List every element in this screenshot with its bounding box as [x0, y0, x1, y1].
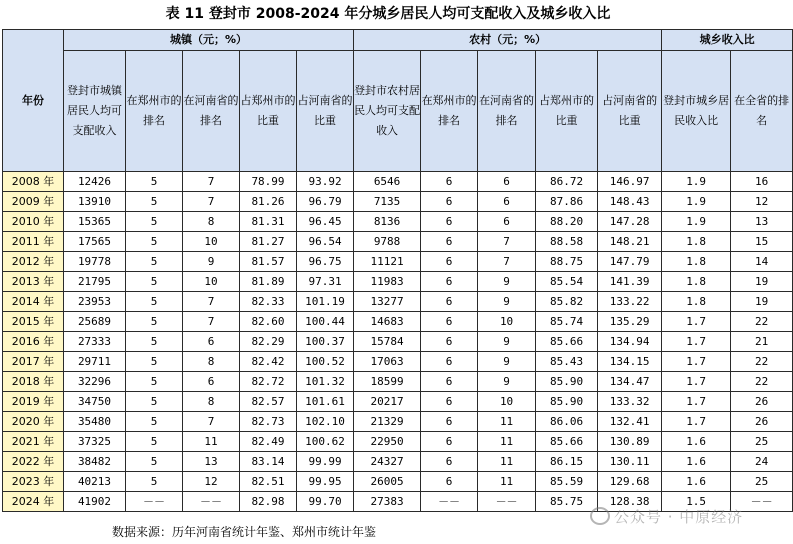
table-cell: 134.15 — [598, 352, 662, 372]
table-row — [3, 172, 793, 192]
table-cell: 5 — [126, 412, 183, 432]
table-cell: 11 — [478, 432, 536, 452]
table-row — [3, 192, 793, 212]
table-cell: 13910 — [64, 192, 126, 212]
table-cell: 22 — [731, 312, 793, 332]
table-cell: 96.45 — [297, 212, 354, 232]
table-cell: 100.62 — [297, 432, 354, 452]
table-cell: －－ — [731, 492, 793, 512]
table-cell: 130.89 — [598, 432, 662, 452]
table-cell: 10 — [183, 232, 240, 252]
table-cell: 21795 — [64, 272, 126, 292]
table-cell: 7 — [478, 252, 536, 272]
table-cell: 100.52 — [297, 352, 354, 372]
column-header: 在全省的排名 — [731, 51, 793, 172]
table-cell: 29711 — [64, 352, 126, 372]
table-cell: 99.95 — [297, 472, 354, 492]
table-cell: 7 — [183, 292, 240, 312]
table-cell: 6 — [183, 372, 240, 392]
table-cell: 85.90 — [536, 392, 598, 412]
table-cell: 26 — [731, 412, 793, 432]
table-cell: 27383 — [354, 492, 421, 512]
table-cell: 6 — [421, 312, 478, 332]
table-cell: 25 — [731, 472, 793, 492]
table-cell: 12426 — [64, 172, 126, 192]
table-cell: 13 — [731, 212, 793, 232]
table-row — [3, 232, 793, 252]
table-cell: 85.75 — [536, 492, 598, 512]
table-cell: 12 — [183, 472, 240, 492]
table-cell: 85.74 — [536, 312, 598, 332]
table-cell: 147.79 — [598, 252, 662, 272]
table-cell: 6 — [421, 292, 478, 312]
table-cell: 20217 — [354, 392, 421, 412]
ratio-group-header: 城乡收入比 — [662, 30, 793, 51]
table-cell: 78.99 — [240, 172, 297, 192]
table-cell: 6 — [421, 472, 478, 492]
table-cell: 9788 — [354, 232, 421, 252]
table-cell: 6 — [183, 332, 240, 352]
table-cell: 8136 — [354, 212, 421, 232]
column-header: 在郑州市的排名 — [126, 51, 183, 172]
table-cell: 85.66 — [536, 432, 598, 452]
column-header: 占郑州市的比重 — [240, 51, 297, 172]
table-cell: 147.28 — [598, 212, 662, 232]
table-cell: 11 — [478, 452, 536, 472]
table-cell: 7 — [183, 172, 240, 192]
table-cell: 21 — [731, 332, 793, 352]
table-cell: 6 — [421, 172, 478, 192]
header-column-row — [3, 51, 793, 172]
rural-group-header: 农村（元；%） — [354, 30, 662, 51]
table-cell: 82.57 — [240, 392, 297, 412]
year-cell: 2018 年 — [3, 372, 64, 392]
table-cell: 82.33 — [240, 292, 297, 312]
table-cell: 85.66 — [536, 332, 598, 352]
table-cell: 21329 — [354, 412, 421, 432]
table-cell: 41902 — [64, 492, 126, 512]
year-cell: 2016 年 — [3, 332, 64, 352]
table-cell: 88.75 — [536, 252, 598, 272]
wechat-logo-icon — [590, 507, 610, 525]
table-cell: 96.79 — [297, 192, 354, 212]
table-cell: 16 — [731, 172, 793, 192]
table-cell: 101.61 — [297, 392, 354, 412]
table-cell: 26 — [731, 392, 793, 412]
table-cell: 133.22 — [598, 292, 662, 312]
table-cell: 83.14 — [240, 452, 297, 472]
table-cell: 1.8 — [662, 272, 731, 292]
table-cell: 82.73 — [240, 412, 297, 432]
table-cell: 85.59 — [536, 472, 598, 492]
table-cell: 8 — [183, 352, 240, 372]
table-cell: 12 — [731, 192, 793, 212]
table-cell: 23953 — [64, 292, 126, 312]
year-cell: 2014 年 — [3, 292, 64, 312]
table-cell: 1.9 — [662, 172, 731, 192]
table-cell: 8 — [183, 212, 240, 232]
table-cell: 37325 — [64, 432, 126, 452]
table-cell: －－ — [183, 492, 240, 512]
table-cell: 10 — [478, 392, 536, 412]
table-cell: 6 — [421, 332, 478, 352]
table-cell: 82.49 — [240, 432, 297, 452]
table-cell: 5 — [126, 232, 183, 252]
table-row — [3, 312, 793, 332]
table-cell: 1.7 — [662, 332, 731, 352]
table-cell: 6 — [421, 452, 478, 472]
table-cell: 148.43 — [598, 192, 662, 212]
table-cell: 15365 — [64, 212, 126, 232]
watermark-text: 公众号 · 中原经济 — [614, 508, 744, 526]
table-cell: 81.27 — [240, 232, 297, 252]
year-cell: 2015 年 — [3, 312, 64, 332]
year-cell: 2019 年 — [3, 392, 64, 412]
table-cell: 22 — [731, 372, 793, 392]
table-cell: 7135 — [354, 192, 421, 212]
year-column-header: 年份 — [3, 30, 64, 172]
table-cell: 26005 — [354, 472, 421, 492]
table-cell: 1.9 — [662, 212, 731, 232]
table-cell: 6 — [421, 252, 478, 272]
table-cell: 88.20 — [536, 212, 598, 232]
table-cell: 14 — [731, 252, 793, 272]
table-cell: 1.8 — [662, 292, 731, 312]
table-cell: 81.31 — [240, 212, 297, 232]
table-cell: 40213 — [64, 472, 126, 492]
table-cell: 101.32 — [297, 372, 354, 392]
table-cell: 85.82 — [536, 292, 598, 312]
table-cell: 19778 — [64, 252, 126, 272]
table-cell: 7 — [478, 232, 536, 252]
table-cell: 6 — [478, 172, 536, 192]
table-cell: 18599 — [354, 372, 421, 392]
column-header: 登封市农村居民人均可支配收入 — [354, 51, 421, 172]
table-cell: －－ — [421, 492, 478, 512]
table-cell: 82.51 — [240, 472, 297, 492]
table-cell: 5 — [126, 292, 183, 312]
table-cell: 1.7 — [662, 412, 731, 432]
table-cell: 1.8 — [662, 252, 731, 272]
table-cell: 100.37 — [297, 332, 354, 352]
table-cell: 97.31 — [297, 272, 354, 292]
table-cell: 10 — [183, 272, 240, 292]
table-cell: 9 — [478, 372, 536, 392]
table-cell: 82.72 — [240, 372, 297, 392]
table-row — [3, 212, 793, 232]
table-row — [3, 292, 793, 312]
table-cell: 1.9 — [662, 192, 731, 212]
table-cell: 25 — [731, 432, 793, 452]
table-row — [3, 272, 793, 292]
column-header: 在郑州市的排名 — [421, 51, 478, 172]
table-cell: 14683 — [354, 312, 421, 332]
table-cell: 6 — [421, 232, 478, 252]
table-cell: 82.60 — [240, 312, 297, 332]
column-header: 在河南省的排名 — [183, 51, 240, 172]
table-cell: 86.15 — [536, 452, 598, 472]
table-cell: 5 — [126, 452, 183, 472]
table-cell: 15784 — [354, 332, 421, 352]
urban-group-header: 城镇（元；%） — [64, 30, 354, 51]
table-cell: 1.5 — [662, 492, 731, 512]
column-header: 占河南省的比重 — [598, 51, 662, 172]
table-cell: 35480 — [64, 412, 126, 432]
table-cell: 19 — [731, 292, 793, 312]
year-cell: 2011 年 — [3, 232, 64, 252]
table-cell: －－ — [478, 492, 536, 512]
table-cell: 85.43 — [536, 352, 598, 372]
table-cell: 88.58 — [536, 232, 598, 252]
table-cell: 6 — [421, 272, 478, 292]
year-cell: 2023 年 — [3, 472, 64, 492]
table-cell: 9 — [478, 352, 536, 372]
table-cell: 17063 — [354, 352, 421, 372]
table-cell: 9 — [478, 332, 536, 352]
table-cell: 101.19 — [297, 292, 354, 312]
table-cell: 100.44 — [297, 312, 354, 332]
table-cell: 5 — [126, 172, 183, 192]
table-cell: 11 — [183, 432, 240, 452]
table-cell: 135.29 — [598, 312, 662, 332]
table-cell: 25689 — [64, 312, 126, 332]
table-cell: 5 — [126, 212, 183, 232]
table-cell: 5 — [126, 352, 183, 372]
table-cell: 11121 — [354, 252, 421, 272]
table-cell: 93.92 — [297, 172, 354, 192]
table-title: 表 11 登封市 2008-2024 年分城乡居民人均可支配收入及城乡收入比 — [165, 6, 611, 22]
table-cell: 15 — [731, 232, 793, 252]
table-cell: 5 — [126, 192, 183, 212]
table-cell: 1.6 — [662, 472, 731, 492]
header-group-row — [3, 30, 793, 51]
table-cell: 133.32 — [598, 392, 662, 412]
table-cell: 22 — [731, 352, 793, 372]
table-cell: 6 — [478, 192, 536, 212]
table-cell: 1.8 — [662, 232, 731, 252]
table-body — [3, 172, 793, 512]
table-cell: 6 — [421, 412, 478, 432]
year-cell: 2012 年 — [3, 252, 64, 272]
table-cell: 99.99 — [297, 452, 354, 472]
table-cell: 86.72 — [536, 172, 598, 192]
table-cell: 5 — [126, 312, 183, 332]
table-cell: 81.26 — [240, 192, 297, 212]
table-cell: 132.41 — [598, 412, 662, 432]
table-cell: 102.10 — [297, 412, 354, 432]
table-cell: 6 — [421, 432, 478, 452]
table-cell: 24 — [731, 452, 793, 472]
table-cell: 6 — [421, 192, 478, 212]
table-cell: 134.47 — [598, 372, 662, 392]
column-header: 占河南省的比重 — [297, 51, 354, 172]
table-cell: 6 — [421, 372, 478, 392]
table-cell: 6546 — [354, 172, 421, 192]
table-cell: 7 — [183, 312, 240, 332]
table-cell: 86.06 — [536, 412, 598, 432]
column-header: 占郑州市的比重 — [536, 51, 598, 172]
table-cell: 13277 — [354, 292, 421, 312]
year-cell: 2009 年 — [3, 192, 64, 212]
table-cell: 96.54 — [297, 232, 354, 252]
income-table — [2, 29, 793, 512]
table-cell: 9 — [478, 272, 536, 292]
table-cell: 85.54 — [536, 272, 598, 292]
table-cell: 130.11 — [598, 452, 662, 472]
table-cell: 6 — [421, 392, 478, 412]
table-cell: 5 — [126, 332, 183, 352]
table-cell: 7 — [183, 412, 240, 432]
table-cell: 134.94 — [598, 332, 662, 352]
table-cell: 96.75 — [297, 252, 354, 272]
table-cell: 5 — [126, 392, 183, 412]
year-cell: 2020 年 — [3, 412, 64, 432]
table-cell: 1.7 — [662, 352, 731, 372]
year-cell: 2021 年 — [3, 432, 64, 452]
table-cell: 129.68 — [598, 472, 662, 492]
table-cell: 81.57 — [240, 252, 297, 272]
table-cell: 141.39 — [598, 272, 662, 292]
table-row — [3, 332, 793, 352]
table-cell: 38482 — [64, 452, 126, 472]
table-row — [3, 252, 793, 272]
table-cell: 1.7 — [662, 312, 731, 332]
table-cell: 99.70 — [297, 492, 354, 512]
table-row — [3, 472, 793, 492]
table-cell: 6 — [478, 212, 536, 232]
table-cell: 1.6 — [662, 452, 731, 472]
table-cell: 82.42 — [240, 352, 297, 372]
table-cell: 82.98 — [240, 492, 297, 512]
table-cell: 5 — [126, 432, 183, 452]
table-cell: 85.90 — [536, 372, 598, 392]
year-cell: 2008 年 — [3, 172, 64, 192]
table-cell: 10 — [478, 312, 536, 332]
table-cell: 87.86 — [536, 192, 598, 212]
watermark — [590, 506, 743, 527]
table-cell: 148.21 — [598, 232, 662, 252]
year-cell: 2022 年 — [3, 452, 64, 472]
table-cell: 146.97 — [598, 172, 662, 192]
table-cell: 9 — [183, 252, 240, 272]
table-cell: 17565 — [64, 232, 126, 252]
table-cell: 27333 — [64, 332, 126, 352]
table-row — [3, 392, 793, 412]
table-row — [3, 372, 793, 392]
column-header: 在河南省的排名 — [478, 51, 536, 172]
column-header: 登封市城镇居民人均可支配收入 — [64, 51, 126, 172]
table-cell: 24327 — [354, 452, 421, 472]
table-cell: 11 — [478, 412, 536, 432]
table-cell: 5 — [126, 372, 183, 392]
table-cell: 8 — [183, 392, 240, 412]
table-cell: 22950 — [354, 432, 421, 452]
table-row — [3, 432, 793, 452]
table-cell: －－ — [126, 492, 183, 512]
table-row — [3, 412, 793, 432]
table-cell: 11 — [478, 472, 536, 492]
table-cell: 6 — [421, 212, 478, 232]
table-row — [3, 452, 793, 472]
table-cell: 19 — [731, 272, 793, 292]
table-cell: 5 — [126, 472, 183, 492]
year-cell: 2013 年 — [3, 272, 64, 292]
column-header: 登封市城乡居民收入比 — [662, 51, 731, 172]
table-cell: 1.7 — [662, 372, 731, 392]
year-cell: 2017 年 — [3, 352, 64, 372]
year-cell: 2010 年 — [3, 212, 64, 232]
table-cell: 5 — [126, 252, 183, 272]
table-cell: 1.7 — [662, 392, 731, 412]
table-cell: 128.38 — [598, 492, 662, 512]
table-row — [3, 352, 793, 372]
table-cell: 9 — [478, 292, 536, 312]
table-cell: 13 — [183, 452, 240, 472]
table-cell: 7 — [183, 192, 240, 212]
table-cell: 5 — [126, 272, 183, 292]
year-cell: 2024 年 — [3, 492, 64, 512]
table-cell: 82.29 — [240, 332, 297, 352]
table-cell: 81.89 — [240, 272, 297, 292]
table-cell: 11983 — [354, 272, 421, 292]
table-cell: 32296 — [64, 372, 126, 392]
table-cell: 1.6 — [662, 432, 731, 452]
data-source-note: 数据来源：历年河南省统计年鉴、郑州市统计年鉴 — [112, 525, 377, 539]
table-cell: 34750 — [64, 392, 126, 412]
table-cell: 6 — [421, 352, 478, 372]
